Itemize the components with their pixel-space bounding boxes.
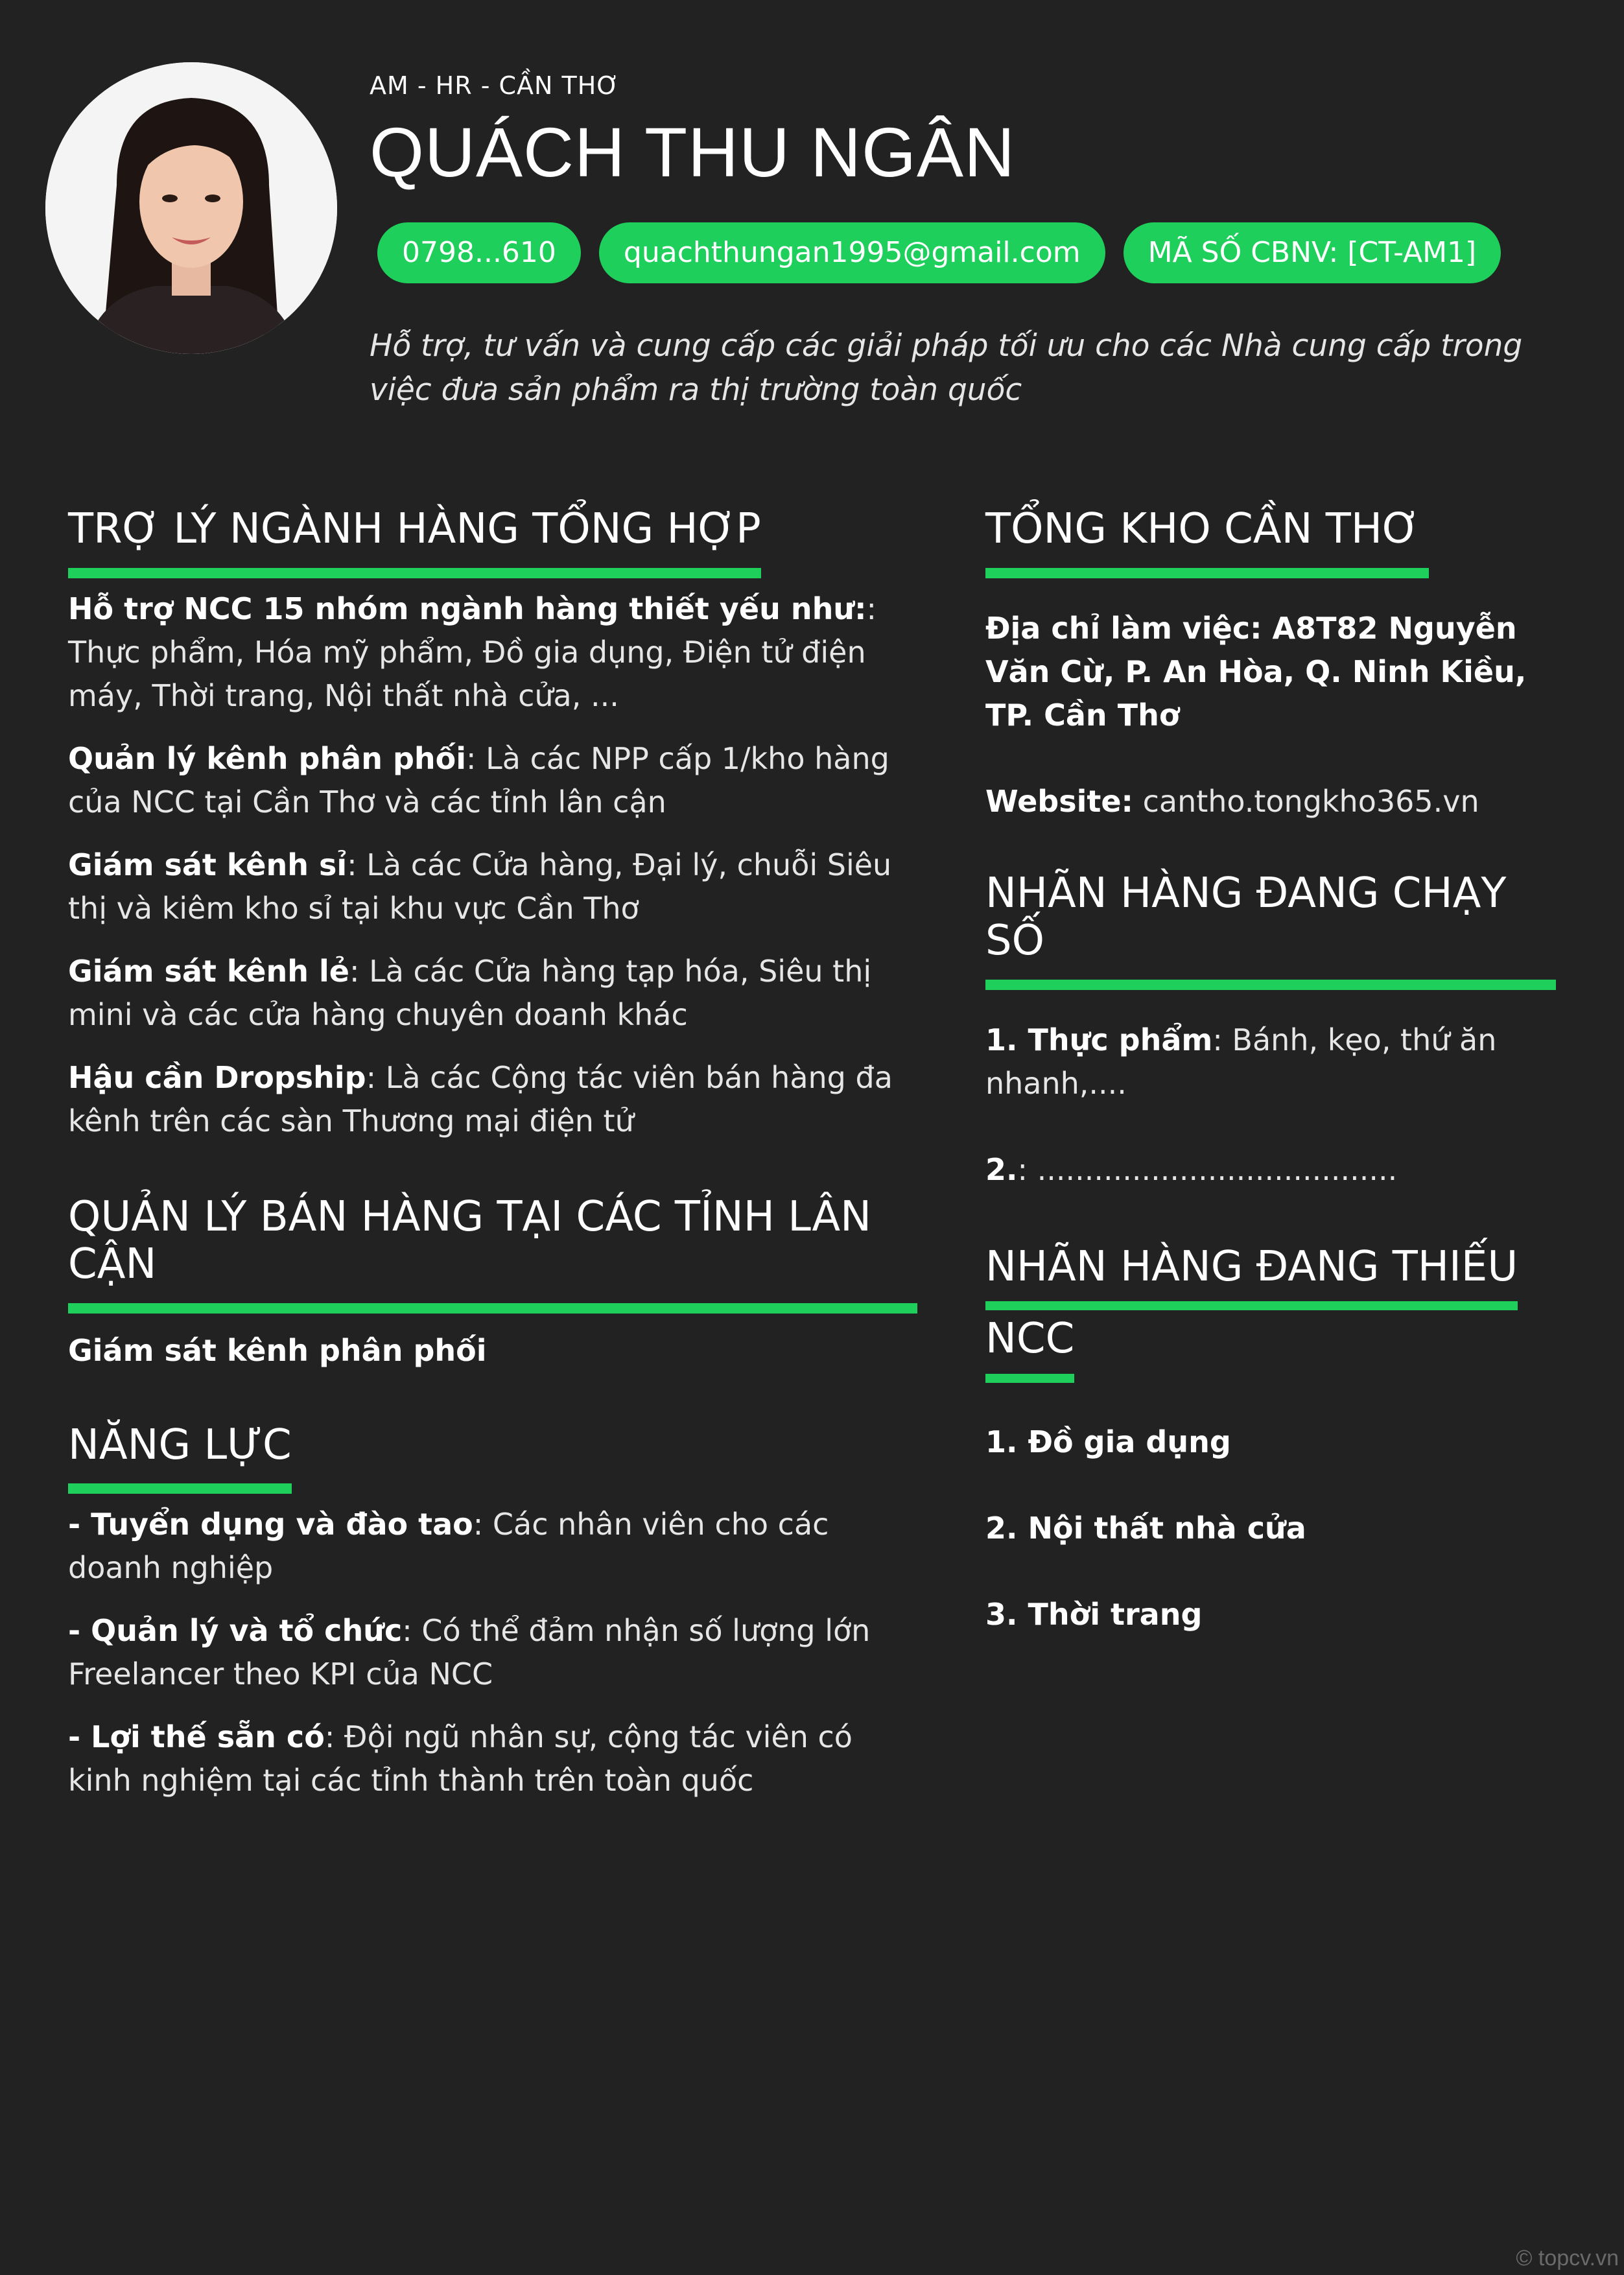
missing-brand-item: 2. Nội thất nhà cửa (985, 1510, 1306, 1546)
assistant-item: Quản lý kênh phân phối: Là các NPP cấp 1/kho hàng của NCC tại Cần Thơ và các tỉnh lân cận (68, 740, 889, 819)
website-link[interactable]: cantho.tongkho365.vn (1133, 783, 1479, 819)
warehouse-website: Website: cantho.tongkho365.vn (985, 783, 1479, 819)
section-title-skills: NĂNG LỰC (68, 1422, 292, 1494)
contact-pills (377, 222, 1501, 283)
active-brand-item: 1. Thực phẩm: Bánh, kẹo, thứ ăn nhanh,.... (985, 1022, 1497, 1101)
employee-id-pill: MÃ SỐ CBNV: [CT-AM1] (1124, 222, 1501, 283)
skill-item: - Quản lý và tổ chức: Có thể đảm nhận số lượng lớn Freelancer theo KPI của NCC (68, 1613, 871, 1692)
section-title-warehouse: TỔNG KHO CẦN THƠ (985, 506, 1429, 578)
assistant-item: Giám sát kênh sỉ: Là các Cửa hàng, Đại lý, chuỗi Siêu thị và kiêm kho sỉ tại khu vực Cần Thơ (68, 847, 892, 926)
warehouse-address: Địa chỉ làm việc: A8T82 Nguyễn Văn Cừ, P. An Hòa, Q. Ninh Kiều, TP. Cần Thơ (985, 610, 1527, 733)
skill-item: - Tuyển dụng và đào tao: Các nhân viên cho các doanh nghiệp (68, 1507, 829, 1586)
assistant-item: Hậu cần Dropship: Là các Cộng tác viên bán hàng đa kênh trên các sàn Thương mại điện tử (68, 1059, 893, 1138)
tagline: Hỗ trợ, tư vấn và cung cấp các giải pháp tối ưu cho các Nhà cung cấp trong việc đưa sản phẩm ra thị trường toàn quốc (370, 328, 1523, 408)
skill-item: - Lợi thế sẵn có: Đội ngũ nhân sự, cộng tác viên có kinh nghiệm tại các tỉnh thành trên toàn quốc (68, 1719, 853, 1798)
profile-photo (45, 62, 337, 354)
email-pill[interactable]: quachthungan1995@gmail.com (599, 222, 1105, 283)
job-subtitle: AM - HR - CẦN THƠ (370, 71, 620, 100)
left-column (68, 506, 917, 1802)
section-title-sales: QUẢN LÝ BÁN HÀNG TẠI CÁC TỈNH LÂN CẬN (68, 1194, 917, 1314)
section-title-missing-brands: NHÃN HÀNG ĐANG THIẾU NCC (985, 1244, 1556, 1383)
right-column (985, 506, 1556, 1636)
missing-brand-item: 1. Đồ gia dụng (985, 1424, 1231, 1459)
assistant-item: Hỗ trợ NCC 15 nhóm ngành hàng thiết yếu như:: Thực phẩm, Hóa mỹ phẩm, Đồ gia dụng, Điện tử điện máy, Thời trang, Nội thất nhà cửa, ... (68, 591, 877, 713)
candidate-name: QUÁCH THU NGÂN (370, 113, 1016, 191)
missing-brand-item: 3. Thời trang (985, 1596, 1203, 1632)
section-title-assistant: TRỢ LÝ NGÀNH HÀNG TỔNG HỢP (68, 506, 761, 578)
active-brand-item: 2.: ...................................... (985, 1151, 1398, 1187)
phone-pill[interactable]: 0798...610 (377, 222, 581, 283)
assistant-item: Giám sát kênh lẻ: Là các Cửa hàng tạp hóa, Siêu thị mini và các cửa hàng chuyên doanh khác (68, 953, 872, 1032)
watermark: © topcv.vn (1516, 2246, 1619, 2270)
section-title-active-brands: NHÃN HÀNG ĐANG CHẠY SỐ (985, 870, 1556, 990)
sales-text: Giám sát kênh phân phối (68, 1332, 487, 1368)
